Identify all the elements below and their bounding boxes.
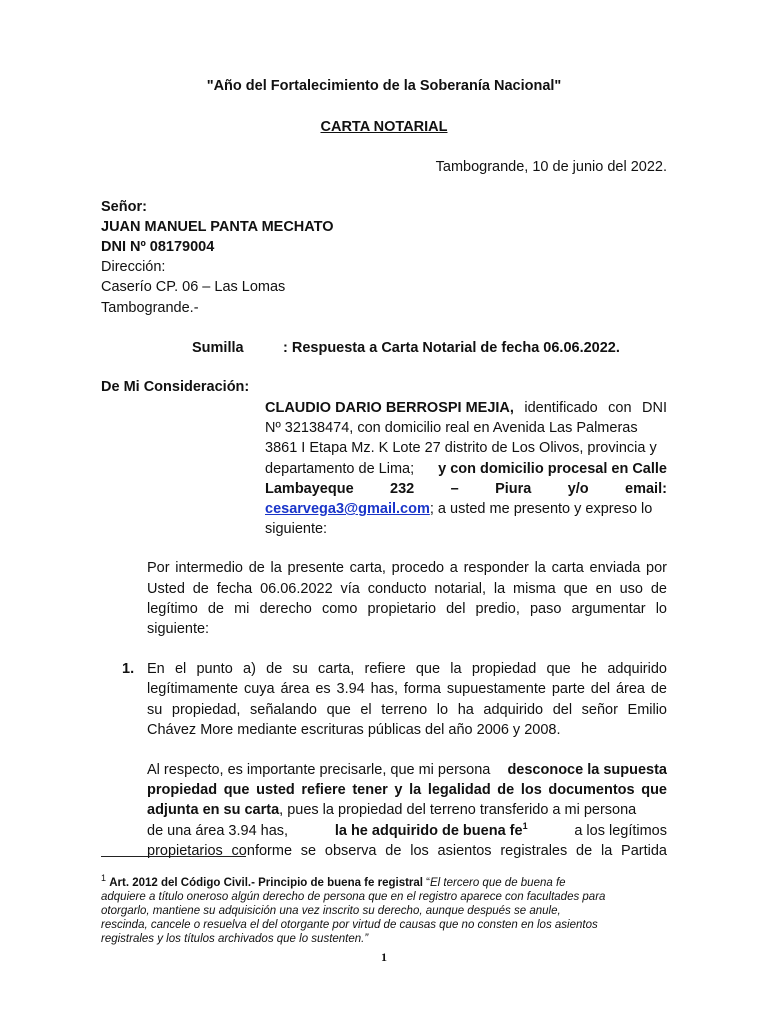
- sender-line-1: [265, 398, 667, 418]
- footnote-line-1: [101, 873, 667, 890]
- intro-text: legítimo de mi derecho como propietario del predio, paso argumentar lo: [147, 601, 667, 617]
- sender-line-2: Nº 32138474, con domicilio real en Avenida Las Palmeras: [265, 420, 638, 436]
- footnote-marker: 1: [101, 873, 107, 884]
- point-1-text: su propiedad, señalando que el terreno lo ha adquirido del señor Emilio: [147, 702, 667, 718]
- point-1-number: 1.: [122, 661, 135, 677]
- response-text: de una área 3.94 has,: [147, 823, 289, 839]
- sender-word: Piura: [495, 481, 532, 497]
- point-1-line-2: [147, 679, 667, 699]
- sender-segment: y con domicilio procesal en Calle: [438, 461, 667, 477]
- intro-text: Por intermedio de la presente carta, procedo a responder la carta enviada por: [147, 560, 667, 576]
- year-motto: "Año del Fortalecimiento de la Soberanía Nacional": [206, 78, 562, 94]
- response-line-5: [147, 841, 667, 861]
- response-text: propietarios conforme se observa de los asientos registrales de la Partida: [147, 843, 667, 859]
- sender-word: identificado: [524, 400, 598, 416]
- footnote-quote: “: [422, 877, 431, 889]
- sender-line-6: [265, 499, 652, 519]
- footnote-ref[interactable]: 1: [522, 821, 528, 832]
- document-title: CARTA NOTARIAL: [320, 119, 448, 135]
- salutation: Señor:: [101, 199, 147, 215]
- response-bold: adjunta en su carta: [147, 802, 280, 818]
- point-1-line-4: Chávez More mediante escrituras públicas del año 2006 y 2008.: [147, 722, 561, 738]
- sender-segment: departamento de Lima;: [265, 461, 415, 477]
- footnote-separator: [101, 856, 246, 857]
- footnote-line-4: rescinda, cancele o resuelva el del otorgante por virtud de causas que no consten en los asientos: [101, 919, 598, 931]
- point-1-line-1: [147, 659, 667, 679]
- response-bold: desconoce la supuesta: [507, 762, 667, 778]
- response-line-4: [147, 821, 667, 841]
- place-date: Tambogrande, 10 de junio del 2022.: [435, 159, 667, 175]
- sender-line-5: [265, 479, 667, 499]
- page-number: 1: [381, 950, 387, 964]
- address-label: Dirección:: [101, 259, 166, 275]
- response-line-2: [147, 780, 667, 800]
- point-1-text: En el punto a) de su carta, refiere que la propiedad que he adquirido: [147, 661, 667, 677]
- address-line-1: Caserío CP. 06 – Las Lomas: [101, 279, 286, 295]
- intro-line-3: [147, 599, 667, 619]
- response-line-3: [147, 800, 636, 820]
- sender-line-4: [265, 459, 667, 479]
- response-text: Al respecto, es importante precisarle, que mi persona: [147, 762, 491, 778]
- response-bold: propiedad que usted refiere tener y la legalidad de los documentos que: [147, 782, 667, 798]
- email-link[interactable]: cesarvega3@gmail.com: [265, 501, 430, 517]
- footnote-line-3: otorgarlo, mantiene su adquisición una vez inscrito su derecho, aunque después se anule,: [101, 905, 561, 917]
- intro-line-4: siguiente:: [147, 621, 210, 637]
- recipient-name: JUAN MANUEL PANTA MECHATO: [101, 219, 334, 235]
- sender-word: 232: [390, 481, 415, 497]
- subject-label: Sumilla: [192, 340, 244, 356]
- sender-line-6-rest: ; a usted me presento y expreso lo: [429, 501, 653, 517]
- footnote-line-5: registrales y los títulos archivados que lo sustenten.”: [101, 933, 369, 945]
- response-bold: la he adquirido de buena fe: [334, 823, 523, 839]
- intro-line-2: [147, 579, 667, 599]
- footnote-line-2: adquiere a título oneroso algún derecho de persona que en el registro aparece con facultades para: [101, 891, 606, 903]
- response-text: a los legítimos: [574, 823, 667, 839]
- intro-line-1: [147, 558, 667, 578]
- subject-text: : Respuesta a Carta Notarial de fecha 06.06.2022.: [283, 340, 620, 356]
- sender-word: –: [450, 481, 459, 497]
- intro-text: Usted de fecha 06.06.2022 vía conducto notarial, la misma que en uso de: [147, 581, 667, 597]
- sender-word: Lambayeque: [265, 481, 354, 497]
- response-text: , pues la propiedad del terreno transferido a mi persona: [279, 802, 637, 818]
- sender-word: email:: [625, 481, 667, 497]
- footnote-heading: Art. 2012 del Código Civil.- Principio de buena fe registral: [109, 877, 423, 889]
- footnote-text: El tercero que de buena fe: [430, 877, 566, 889]
- point-1-line-3: [147, 700, 667, 720]
- greeting: De Mi Consideración:: [101, 379, 250, 395]
- sender-line-7: siguiente:: [265, 521, 328, 537]
- sender-word: DNI: [642, 400, 667, 416]
- recipient-dni: DNI Nº 08179004: [101, 239, 215, 255]
- address-line-2: Tambogrande.-: [101, 300, 199, 316]
- sender-name: CLAUDIO DARIO BERROSPI MEJIA,: [265, 400, 514, 416]
- point-1-text: legítimamente cuya área es 3.94 has, forma supuestamente parte del área de: [147, 681, 667, 697]
- response-line-1: [147, 760, 667, 780]
- sender-line-3: 3861 I Etapa Mz. K Lote 27 distrito de Los Olivos, provincia y: [265, 440, 657, 456]
- sender-word: y/o: [567, 481, 589, 497]
- sender-word: con: [608, 400, 632, 416]
